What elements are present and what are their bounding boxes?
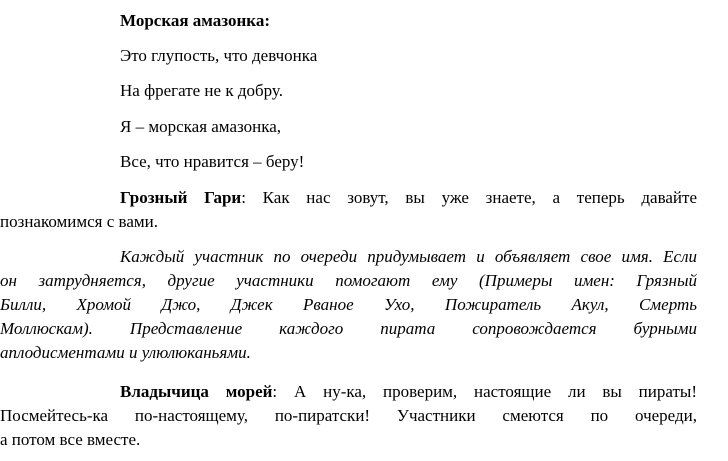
paragraph-text: : Как нас зовут, вы уже знаете, а теперь давайте xyxy=(241,188,698,207)
speaker-name: Грозный Гари xyxy=(120,188,242,207)
stage-direction-line: он затрудняется, другие участники помогают ему (Примеры имен: Грязный xyxy=(0,271,697,290)
verse-speaker xyxy=(120,9,270,33)
verse-line: Все, что нравится – беру! xyxy=(120,152,305,171)
verse-line: Это глупость, что девчонка xyxy=(120,46,318,65)
paragraph-line xyxy=(120,380,697,404)
stage-direction-line: Билли, Хромой Джо, Джек Рваное Ухо, Пожиратель Акул, Смерть xyxy=(0,295,697,314)
stage-direction-line: аплодисментами и улюлюканьями. xyxy=(0,343,251,362)
paragraph-line: а потом все вместе. xyxy=(0,430,141,449)
stage-direction-line: Моллюскам). Представление каждого пирата сопровождается бурными xyxy=(0,319,697,338)
paragraph-line xyxy=(120,186,697,210)
paragraph-text: : А ну-ка, проверим, настоящие ли вы пираты! xyxy=(272,382,697,401)
speaker-name: Морская амазонка: xyxy=(120,11,270,30)
stage-direction-line: Каждый участник по очереди придумывает и объявляет свое имя. Если xyxy=(120,247,697,266)
speaker-name: Владычица морей xyxy=(120,382,273,401)
verse-line: Я – морская амазонка, xyxy=(120,117,282,136)
paragraph-line: познакомимся с вами. xyxy=(0,212,159,231)
verse-line: На фрегате не к добру. xyxy=(120,81,283,100)
paragraph-line: Посмейтесь-ка по-настоящему, по-пиратски! Участники смеются по очереди, xyxy=(0,406,697,425)
